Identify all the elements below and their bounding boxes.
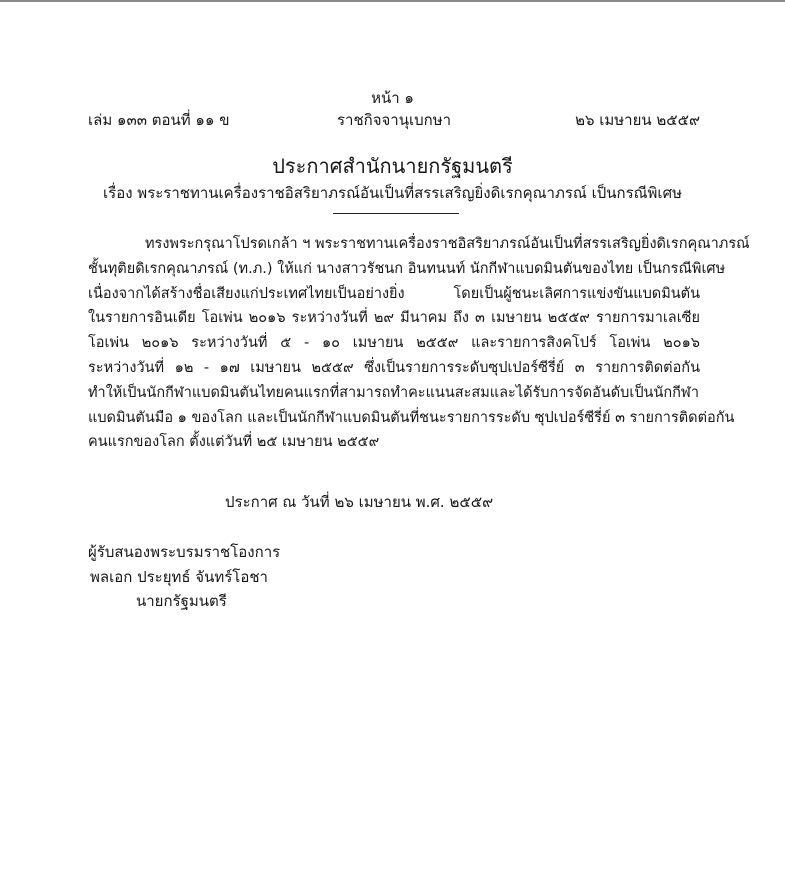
signatory-position: นายกรัฐมนตรี bbox=[136, 592, 227, 610]
volume-issue: เล่ม ๑๓๓ ตอนที่ ๑๑ ข bbox=[88, 111, 230, 129]
countersign-label: ผู้รับสนองพระบรมราชโองการ bbox=[88, 543, 281, 561]
page-number: หน้า ๑ bbox=[371, 89, 414, 107]
body-line: ในรายการอินเดีย โอเพ่น ๒๐๑๖ ระหว่างวันที่ ๒๙ มีนาคม ถึง ๓ เมษายน ๒๕๕๙ รายการมาเลเซีย bbox=[88, 310, 700, 327]
body-line: เนื่องจากได้สร้างชื่อเสียงแก่ประเทศไทยเป็นอย่างยิ่ง โดยเป็นผู้ชนะเลิศการแข่งขันแบดมินตัน bbox=[88, 285, 700, 302]
body-line: ทำให้เป็นนักกีฬาแบดมินตันไทยคนแรกที่สามารถทำคะแนนสะสมและได้รับการจัดอันดับเป็นนักกีฬา bbox=[88, 384, 699, 401]
body-line: ทรงพระกรุณาโปรดเกล้า ฯ พระราชทานเครื่องราชอิสริยาภรณ์อันเป็นที่สรรเสริญยิ่งดิเรกคุณาภรณ์ bbox=[145, 236, 750, 252]
title-divider bbox=[333, 213, 459, 214]
gazette-name: ราชกิจจานุเบกษา bbox=[336, 111, 452, 129]
document-title: ประกาศสำนักนายกรัฐมนตรี bbox=[272, 154, 513, 178]
body-paragraph bbox=[88, 232, 750, 455]
signatory-name: พลเอก ประยุทธ์ จันทร์โอชา bbox=[90, 567, 268, 586]
gazette-date: ๒๖ เมษายน ๒๕๕๙ bbox=[575, 111, 700, 129]
gazette-header bbox=[88, 108, 700, 130]
body-line: แบดมินตันมือ ๑ ของโลก และเป็นนักกีฬาแบดมินตันที่ชนะรายการระดับ ซุปเปอร์ซีรี่ย์ ๓ รายการติดต่อกัน bbox=[88, 409, 735, 426]
signature-block bbox=[88, 540, 280, 614]
document-subject: เรื่อง พระราชทานเครื่องราชอิสริยาภรณ์อันเป็นที่สรรเสริญยิ่งดิเรกคุณาภรณ์ เป็นกรณีพิเศษ bbox=[103, 184, 682, 202]
announcement-date: ประกาศ ณ วันที่ ๒๖ เมษายน พ.ศ. ๒๕๕๙ bbox=[225, 493, 494, 511]
body-line: ระหว่างวันที่ ๑๒ - ๑๗ เมษายน ๒๕๕๙ ซึ่งเป็นรายการระดับซุปเปอร์ซีรี่ย์ ๓ รายการติดต่อกัน bbox=[88, 359, 700, 376]
body-line: โอเพ่น ๒๐๑๖ ระหว่างวันที่ ๕ - ๑๐ เมษายน ๒๕๕๙ และรายการสิงคโปร์ โอเพ่น ๒๐๑๖ bbox=[88, 335, 700, 352]
body-line: คนแรกของโลก ตั้งแต่วันที่ ๒๕ เมษายน ๒๕๕๙ bbox=[88, 434, 380, 451]
body-line: ชั้นทุติยดิเรกคุณาภรณ์ (ท.ภ.) ให้แก่ นางสาวรัชนก อินทนนท์ นักกีฬาแบดมินตันของไทย เป็นกรณีพิเศษ bbox=[88, 260, 726, 277]
